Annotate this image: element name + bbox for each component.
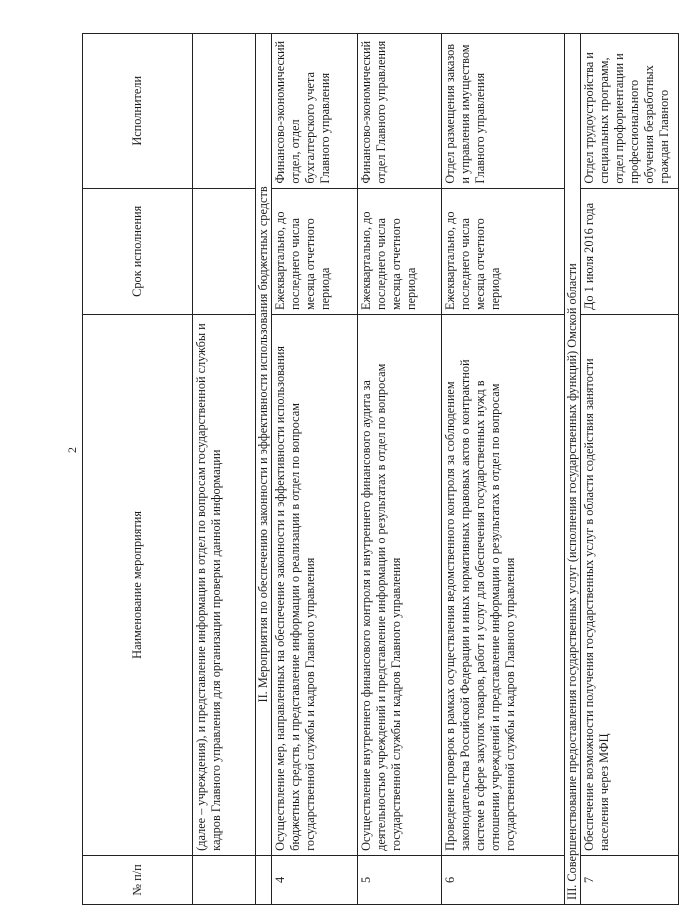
measures-table — [82, 33, 679, 905]
cell-num: 7 — [581, 855, 679, 904]
cell-name: Обеспечение возможности получения государственных услуг в области содействия занятости населения через МФЦ — [581, 314, 679, 855]
header-term: Срок исполнения — [83, 188, 193, 314]
header-name: Наименование мероприятия — [83, 314, 193, 855]
cell-name: Проведение проверок в рамках осуществления ведомственного контроля за соблюдением законодательства Российской Федерации и иных нормативных правовых актов о контрактной системе в сфере закупок товаров, работ и услуг для обеспечения государственных нужд в отношении учреждений и представление информации о результатах в отдел по вопросам государственной службы и кадров Главного управления — [442, 314, 565, 855]
cell-term: Ежеквартально, до последнего числа месяца отчетного периода — [358, 188, 442, 314]
cell-num — [193, 855, 256, 904]
cell-executor: Отдел размещения заказов и управления имуществом Главного управления — [442, 34, 565, 189]
table-row — [442, 34, 565, 905]
cell-term — [193, 188, 256, 314]
cell-executor — [193, 34, 256, 189]
table-row — [272, 34, 358, 905]
cell-num: 5 — [358, 855, 442, 904]
header-num: № п/п — [83, 855, 193, 904]
table-row-continuation — [193, 34, 256, 905]
section-3-heading: III. Совершенствование предоставления государственных услуг (исполнения государственных функций) Омской области — [565, 34, 581, 905]
table-row — [581, 34, 679, 905]
cell-num: 6 — [442, 855, 565, 904]
table-header-row — [83, 34, 193, 905]
cell-name: Осуществление мер, направленных на обеспечение законности и эффективности использования бюджетных средств, и представление информации о реализации в отдел по вопросам государственной службы и кадров Главного управления — [272, 314, 358, 855]
cell-term: Ежеквартально, до последнего числа месяца отчетного периода — [442, 188, 565, 314]
cell-term: До 1 июля 2016 года — [581, 188, 679, 314]
cell-name: Осуществление внутреннего финансового контроля и внутреннего финансового аудита за деятельностью учреждений и представление информации о результатах в отдел по вопросам государственной службы и кадров Главного управления — [358, 314, 442, 855]
cell-executor: Финансово-экономический отдел Главного управления — [358, 34, 442, 189]
cell-name: (далее – учреждения), и представление информации в отдел по вопросам государственной службы и кадров Главного управления для организации проверки данной информации — [193, 314, 256, 855]
section-heading-row — [565, 34, 581, 905]
section-heading-row — [256, 34, 272, 905]
section-2-heading: II. Мероприятия по обеспечению законности и эффективности использования бюджетных средств — [256, 34, 272, 856]
header-executor: Исполнители — [83, 34, 193, 189]
cell-num: 4 — [272, 855, 358, 904]
cell-executor: Отдел трудоустройства и специальных программ, отдел профориентации и профессионального обучения безработных граждан Главного — [581, 34, 679, 189]
page-number: 2 — [65, 447, 79, 453]
cell-executor: Финансово-экономический отдел, отдел бухгалтерского учета Главного управления — [272, 34, 358, 189]
document-sheet — [82, 33, 671, 905]
cell-term: Ежеквартально, до последнего числа месяца отчетного периода — [272, 188, 358, 314]
table-row — [358, 34, 442, 905]
